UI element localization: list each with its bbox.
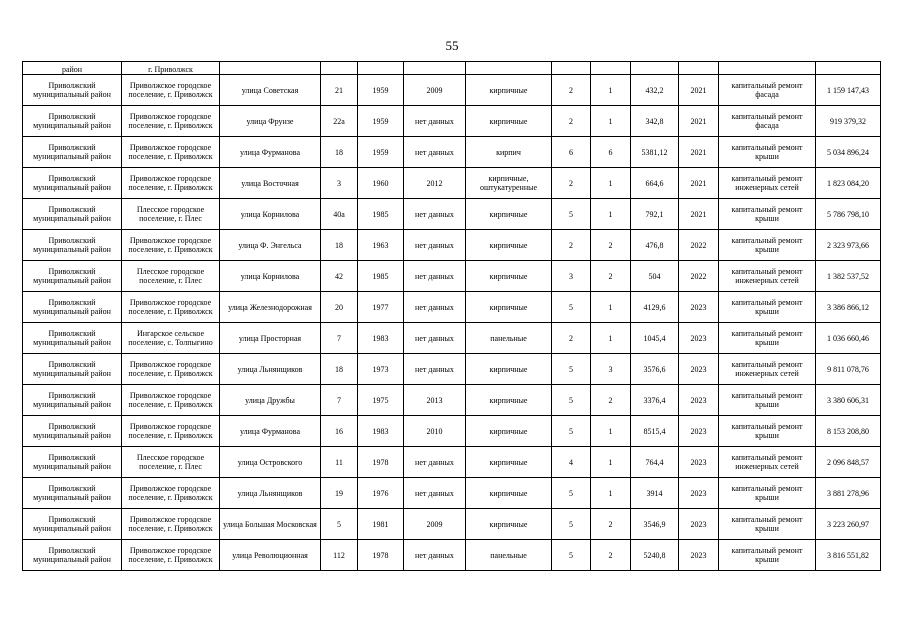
district-cell: район: [23, 62, 122, 75]
district-cell: Приволжский муниципальный район: [23, 416, 122, 447]
wall-material-cell: кирпичные: [466, 106, 552, 137]
entrances-cell: 1: [591, 323, 631, 354]
settlement-cell: Приволжское городское поселение, г. Приволжск: [122, 416, 220, 447]
floors-cell: 5: [552, 416, 591, 447]
entrances-cell: 1: [591, 416, 631, 447]
district-cell: Приволжский муниципальный район: [23, 478, 122, 509]
planned-year-cell: 2023: [679, 478, 719, 509]
floors-cell: 2: [552, 230, 591, 261]
entrances-cell: 1: [591, 199, 631, 230]
house-number-cell: 3: [321, 168, 358, 199]
wall-material-cell: кирпичные: [466, 385, 552, 416]
settlement-cell: Приволжское городское поселение, г. Приволжск: [122, 230, 220, 261]
area-cell: 792,1: [631, 199, 679, 230]
planned-year-cell: 2022: [679, 261, 719, 292]
settlement-cell: Приволжское городское поселение, г. Приволжск: [122, 354, 220, 385]
district-cell: Приволжский муниципальный район: [23, 354, 122, 385]
wall-material-cell: кирпич: [466, 137, 552, 168]
street-cell: улица Фрунзе: [220, 106, 321, 137]
year-built-cell: 1985: [358, 199, 404, 230]
work-type-cell: капитальный ремонт крыши: [719, 385, 816, 416]
last-renovation-cell: нет данных: [404, 261, 466, 292]
floors-cell: 2: [552, 75, 591, 106]
last-renovation-cell: нет данных: [404, 199, 466, 230]
planned-year-cell: 2021: [679, 137, 719, 168]
wall-material-cell: кирпичные: [466, 292, 552, 323]
planned-year-cell: 2023: [679, 385, 719, 416]
wall-material-cell: кирпичные, оштукатуренные: [466, 168, 552, 199]
year-built-cell: 1959: [358, 137, 404, 168]
cost-cell: 3 816 551,82: [816, 540, 881, 571]
entrances-cell: 1: [591, 168, 631, 199]
area-cell: 3546,9: [631, 509, 679, 540]
floors-cell: 5: [552, 354, 591, 385]
district-cell: Приволжский муниципальный район: [23, 230, 122, 261]
house-number-cell: 21: [321, 75, 358, 106]
cost-cell: 2 096 848,57: [816, 447, 881, 478]
cost-cell: 1 823 084,20: [816, 168, 881, 199]
planned-year-cell: 2023: [679, 416, 719, 447]
street-cell: улица Ф. Энгельса: [220, 230, 321, 261]
table-row: [23, 416, 881, 447]
district-cell: Приволжский муниципальный район: [23, 75, 122, 106]
area-cell: 664,6: [631, 168, 679, 199]
settlement-cell: Плесское городское поселение, г. Плес: [122, 261, 220, 292]
house-number-cell: 18: [321, 354, 358, 385]
cost-cell: 1 036 660,46: [816, 323, 881, 354]
house-number-cell: 18: [321, 137, 358, 168]
entrances-cell: 6: [591, 137, 631, 168]
settlement-cell: Приволжское городское поселение, г. Приволжск: [122, 168, 220, 199]
area-cell: 3576,6: [631, 354, 679, 385]
year-built-cell: 1978: [358, 540, 404, 571]
last-renovation-cell: 2013: [404, 385, 466, 416]
settlement-cell: Плесское городское поселение, г. Плес: [122, 199, 220, 230]
cost-cell: 2 323 973,66: [816, 230, 881, 261]
last-renovation-cell: 2012: [404, 168, 466, 199]
work-type-cell: капитальный ремонт инженерных сетей: [719, 168, 816, 199]
last-renovation-cell: 2009: [404, 75, 466, 106]
planned-year-cell: 2023: [679, 509, 719, 540]
year-built-cell: 1963: [358, 230, 404, 261]
work-type-cell: капитальный ремонт крыши: [719, 230, 816, 261]
year-built-cell: 1960: [358, 168, 404, 199]
wall-material-cell: кирпичные: [466, 509, 552, 540]
wall-material-cell: кирпичные: [466, 230, 552, 261]
entrances-cell: 1: [591, 478, 631, 509]
floors-cell: 5: [552, 199, 591, 230]
area-cell: 432,2: [631, 75, 679, 106]
floors-cell: 5: [552, 478, 591, 509]
last-renovation-cell: 2009: [404, 509, 466, 540]
year-built-cell: 1985: [358, 261, 404, 292]
floors-cell: 5: [552, 509, 591, 540]
house-number-cell: 42: [321, 261, 358, 292]
table-row: [23, 106, 881, 137]
street-cell: улица Революционная: [220, 540, 321, 571]
street-cell: улица Советская: [220, 75, 321, 106]
area-cell: 504: [631, 261, 679, 292]
settlement-cell: Приволжское городское поселение, г. Приволжск: [122, 137, 220, 168]
wall-material-cell: кирпичные: [466, 447, 552, 478]
planned-year-cell: 2023: [679, 323, 719, 354]
area-cell: 5240,8: [631, 540, 679, 571]
entrances-cell: 2: [591, 540, 631, 571]
year-built-cell: 1983: [358, 323, 404, 354]
floors-cell: 3: [552, 261, 591, 292]
entrances-cell: 3: [591, 354, 631, 385]
house-number-cell: 19: [321, 478, 358, 509]
settlement-cell: Приволжское городское поселение, г. Приволжск: [122, 292, 220, 323]
entrances-cell: 2: [591, 261, 631, 292]
cost-cell: 3 223 260,97: [816, 509, 881, 540]
work-type-cell: капитальный ремонт фасада: [719, 75, 816, 106]
last-renovation-cell: нет данных: [404, 447, 466, 478]
entrances-cell: 2: [591, 385, 631, 416]
year-built-cell: 1978: [358, 447, 404, 478]
cost-cell: 1 159 147,43: [816, 75, 881, 106]
planned-year-cell: 2022: [679, 230, 719, 261]
table-row: [23, 323, 881, 354]
table-row: [23, 478, 881, 509]
wall-material-cell: кирпичные: [466, 416, 552, 447]
table-row: [23, 261, 881, 292]
wall-material-cell: панельные: [466, 540, 552, 571]
district-cell: Приволжский муниципальный район: [23, 137, 122, 168]
last-renovation-cell: нет данных: [404, 106, 466, 137]
table-row: [23, 509, 881, 540]
work-type-cell: капитальный ремонт крыши: [719, 416, 816, 447]
settlement-cell: Ингарское сельское поселение, с. Толпыгино: [122, 323, 220, 354]
year-built-cell: 1976: [358, 478, 404, 509]
area-cell: 8515,4: [631, 416, 679, 447]
last-renovation-cell: нет данных: [404, 354, 466, 385]
area-cell: 342,8: [631, 106, 679, 137]
last-renovation-cell: нет данных: [404, 540, 466, 571]
house-number-cell: 16: [321, 416, 358, 447]
cost-cell: 919 379,32: [816, 106, 881, 137]
table-row: [23, 230, 881, 261]
street-cell: улица Корнилова: [220, 261, 321, 292]
work-type-cell: капитальный ремонт крыши: [719, 540, 816, 571]
street-cell: улица Фурманова: [220, 137, 321, 168]
district-cell: Приволжский муниципальный район: [23, 323, 122, 354]
district-cell: Приволжский муниципальный район: [23, 509, 122, 540]
work-type-cell: капитальный ремонт крыши: [719, 199, 816, 230]
table-row: [23, 385, 881, 416]
entrances-cell: 1: [591, 106, 631, 137]
cost-cell: 5 034 896,24: [816, 137, 881, 168]
last-renovation-cell: нет данных: [404, 292, 466, 323]
table-row: [23, 354, 881, 385]
table-row: [23, 137, 881, 168]
year-built-cell: 1981: [358, 509, 404, 540]
housing-repair-table: [22, 61, 881, 571]
area-cell: 3914: [631, 478, 679, 509]
planned-year-cell: 2023: [679, 292, 719, 323]
street-cell: улица Корнилова: [220, 199, 321, 230]
floors-cell: 2: [552, 323, 591, 354]
district-cell: Приволжский муниципальный район: [23, 540, 122, 571]
house-number-cell: 7: [321, 385, 358, 416]
table-row: [23, 447, 881, 478]
table-row: [23, 292, 881, 323]
street-cell: улица Льнянщиков: [220, 478, 321, 509]
street-cell: улица Льнянщиков: [220, 354, 321, 385]
cost-cell: 5 786 798,10: [816, 199, 881, 230]
street-cell: улица Железнодорожная: [220, 292, 321, 323]
work-type-cell: капитальный ремонт инженерных сетей: [719, 447, 816, 478]
planned-year-cell: 2023: [679, 354, 719, 385]
cost-cell: 3 380 606,31: [816, 385, 881, 416]
settlement-cell: Приволжское городское поселение, г. Приволжск: [122, 106, 220, 137]
area-cell: 1045,4: [631, 323, 679, 354]
street-cell: улица Просторная: [220, 323, 321, 354]
entrances-cell: 2: [591, 230, 631, 261]
last-renovation-cell: нет данных: [404, 137, 466, 168]
cost-cell: 8 153 208,80: [816, 416, 881, 447]
last-renovation-cell: нет данных: [404, 230, 466, 261]
planned-year-cell: 2021: [679, 199, 719, 230]
entrances-cell: 1: [591, 447, 631, 478]
work-type-cell: капитальный ремонт крыши: [719, 509, 816, 540]
work-type-cell: капитальный ремонт фасада: [719, 106, 816, 137]
floors-cell: 5: [552, 292, 591, 323]
district-cell: Приволжский муниципальный район: [23, 292, 122, 323]
area-cell: 3376,4: [631, 385, 679, 416]
work-type-cell: капитальный ремонт крыши: [719, 137, 816, 168]
settlement-cell: Приволжское городское поселение, г. Приволжск: [122, 509, 220, 540]
settlement-cell: Приволжское городское поселение, г. Приволжск: [122, 478, 220, 509]
area-cell: 476,8: [631, 230, 679, 261]
cost-cell: 3 881 278,96: [816, 478, 881, 509]
street-cell: улица Дружбы: [220, 385, 321, 416]
year-built-cell: 1983: [358, 416, 404, 447]
planned-year-cell: 2021: [679, 75, 719, 106]
year-built-cell: 1975: [358, 385, 404, 416]
house-number-cell: 20: [321, 292, 358, 323]
district-cell: Приволжский муниципальный район: [23, 168, 122, 199]
settlement-cell: Плесское городское поселение, г. Плес: [122, 447, 220, 478]
house-number-cell: 22а: [321, 106, 358, 137]
wall-material-cell: кирпичные: [466, 199, 552, 230]
district-cell: Приволжский муниципальный район: [23, 447, 122, 478]
work-type-cell: капитальный ремонт крыши: [719, 478, 816, 509]
planned-year-cell: 2021: [679, 168, 719, 199]
house-number-cell: 40а: [321, 199, 358, 230]
street-cell: улица Островского: [220, 447, 321, 478]
floors-cell: 5: [552, 385, 591, 416]
table-row: [23, 199, 881, 230]
wall-material-cell: кирпичные: [466, 261, 552, 292]
page-number: 55: [445, 38, 459, 53]
house-number-cell: 18: [321, 230, 358, 261]
district-cell: Приволжский муниципальный район: [23, 106, 122, 137]
table-row: [23, 168, 881, 199]
floors-cell: 5: [552, 540, 591, 571]
cost-cell: 3 386 866,12: [816, 292, 881, 323]
year-built-cell: 1959: [358, 75, 404, 106]
settlement-cell: Приволжское городское поселение, г. Приволжск: [122, 540, 220, 571]
district-cell: Приволжский муниципальный район: [23, 199, 122, 230]
settlement-cell: Приволжское городское поселение, г. Приволжск: [122, 385, 220, 416]
year-built-cell: 1959: [358, 106, 404, 137]
year-built-cell: 1977: [358, 292, 404, 323]
planned-year-cell: 2023: [679, 540, 719, 571]
work-type-cell: капитальный ремонт крыши: [719, 292, 816, 323]
floors-cell: 6: [552, 137, 591, 168]
work-type-cell: капитальный ремонт инженерных сетей: [719, 354, 816, 385]
planned-year-cell: 2023: [679, 447, 719, 478]
table-row: [23, 540, 881, 571]
area-cell: 4129,6: [631, 292, 679, 323]
wall-material-cell: кирпичные: [466, 75, 552, 106]
entrances-cell: 1: [591, 292, 631, 323]
house-number-cell: 112: [321, 540, 358, 571]
street-cell: улица Восточная: [220, 168, 321, 199]
cost-cell: 1 382 537,52: [816, 261, 881, 292]
district-cell: Приволжский муниципальный район: [23, 385, 122, 416]
house-number-cell: 11: [321, 447, 358, 478]
floors-cell: 2: [552, 106, 591, 137]
wall-material-cell: кирпичные: [466, 354, 552, 385]
floors-cell: 4: [552, 447, 591, 478]
settlement-cell: г. Приволжск: [122, 62, 220, 75]
house-number-cell: 5: [321, 509, 358, 540]
entrances-cell: 2: [591, 509, 631, 540]
work-type-cell: капитальный ремонт инженерных сетей: [719, 261, 816, 292]
planned-year-cell: 2021: [679, 106, 719, 137]
wall-material-cell: панельные: [466, 323, 552, 354]
table-row: [23, 75, 881, 106]
cost-cell: 9 811 078,76: [816, 354, 881, 385]
last-renovation-cell: нет данных: [404, 478, 466, 509]
last-renovation-cell: нет данных: [404, 323, 466, 354]
wall-material-cell: кирпичные: [466, 478, 552, 509]
house-number-cell: 7: [321, 323, 358, 354]
continuation-row: [23, 62, 881, 75]
last-renovation-cell: 2010: [404, 416, 466, 447]
area-cell: 764,4: [631, 447, 679, 478]
district-cell: Приволжский муниципальный район: [23, 261, 122, 292]
year-built-cell: 1973: [358, 354, 404, 385]
street-cell: улица Фурманова: [220, 416, 321, 447]
street-cell: улица Большая Московская: [220, 509, 321, 540]
work-type-cell: капитальный ремонт крыши: [719, 323, 816, 354]
table-body: [23, 62, 881, 571]
settlement-cell: Приволжское городское поселение, г. Приволжск: [122, 75, 220, 106]
entrances-cell: 1: [591, 75, 631, 106]
area-cell: 5381,12: [631, 137, 679, 168]
floors-cell: 2: [552, 168, 591, 199]
